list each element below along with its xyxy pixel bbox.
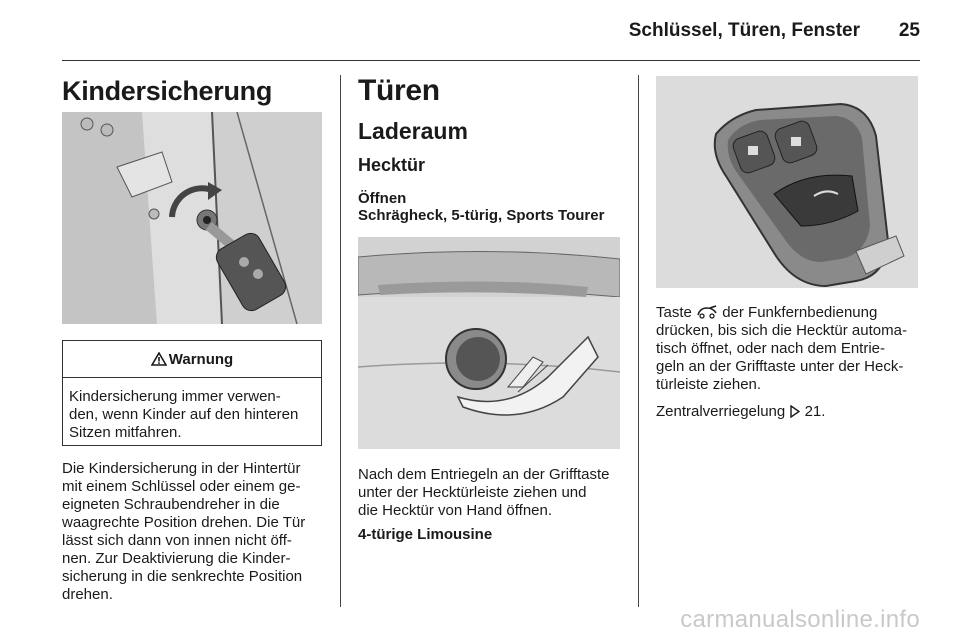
text-line: drehen.	[62, 586, 113, 603]
text-line: tisch öffnet, oder nach dem Entrie-	[656, 340, 886, 357]
text-line: sicherung in die senkrechte Position	[62, 568, 303, 585]
watermark: carmanualsonline.info	[680, 606, 920, 633]
text-line: mit einem Schlüssel oder einem ge-	[62, 478, 301, 495]
column-divider-right	[638, 75, 639, 607]
text-line: eigneten Schraubendreher in die	[62, 496, 280, 513]
heading-kindersicherung: Kindersicherung	[62, 76, 273, 106]
xref-label: Zentralverriegelung	[656, 403, 786, 420]
child-lock-instructions	[62, 460, 332, 604]
label-variants: Schrägheck, 5-türig, Sports Tourer	[358, 207, 605, 224]
taste-rest: der Funkfernbedienung	[722, 304, 878, 321]
warning-triangle-icon	[151, 352, 167, 366]
page-reference-icon	[789, 405, 800, 418]
heading-tueren: Türen	[358, 74, 440, 107]
heading-laderaum: Laderaum	[358, 118, 468, 144]
taste-word: Taste	[656, 304, 692, 321]
text-line: geln an der Grifftaste unter der Heck-	[656, 358, 904, 375]
warning-header	[63, 341, 321, 378]
xref-page: 21.	[804, 403, 826, 420]
text-line: die Hecktür von Hand öffnen.	[358, 502, 553, 519]
header-rule	[62, 60, 920, 61]
column-divider-left	[340, 75, 341, 607]
text-line: Die Kindersicherung in der Hintertür	[62, 460, 301, 477]
tailgate-instructions	[358, 466, 634, 520]
warning-line: Sitzen mitfahren.	[69, 424, 182, 441]
text-line: unter der Hecktürleiste ziehen und	[358, 484, 587, 501]
text-line: lässt sich dann von innen nicht öff-	[62, 532, 292, 549]
warning-line: Kindersicherung immer verwen-	[69, 388, 281, 405]
remote-key-illustration	[656, 76, 918, 288]
warning-box	[62, 340, 322, 446]
tailgate-handle-illustration	[358, 237, 620, 449]
label-limousine: 4-türige Limousine	[358, 526, 493, 543]
warning-line: den, wenn Kinder auf den hinteren	[69, 406, 299, 423]
label-oeffnen: Öffnen	[358, 190, 407, 207]
text-line: drücken, bis sich die Hecktür automa-	[656, 322, 907, 339]
cross-reference	[656, 403, 825, 421]
text-line	[656, 304, 936, 322]
text-line: nen. Zur Deaktivierung die Kinder-	[62, 550, 291, 567]
warning-text	[63, 378, 321, 442]
text-line: türleiste ziehen.	[656, 376, 762, 393]
page-number: 25	[898, 20, 920, 41]
chapter-title: Schlüssel, Türen, Fenster	[628, 20, 860, 41]
remote-tailgate-instructions	[656, 304, 936, 394]
tailgate-open-icon	[696, 305, 718, 319]
child-lock-illustration	[62, 112, 322, 324]
heading-hecktuer: Hecktür	[358, 155, 426, 175]
text-line: waagrechte Position drehen. Die Tür	[62, 514, 306, 531]
text-line: Nach dem Entriegeln an der Grifftaste	[358, 466, 610, 483]
warning-title: Warnung	[168, 350, 234, 368]
